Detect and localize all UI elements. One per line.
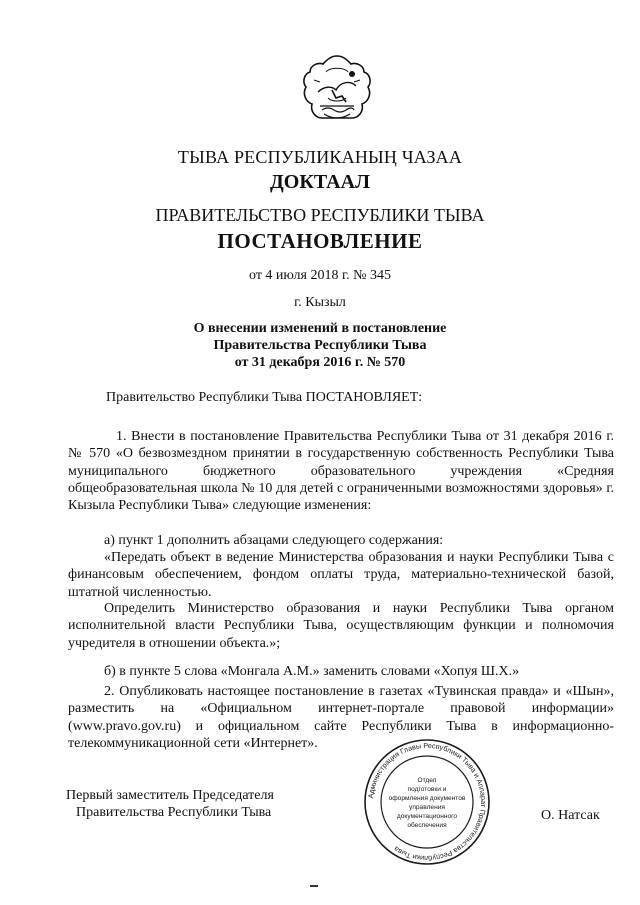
coat-of-arms-emblem [302, 52, 372, 128]
document-date-number: от 4 июля 2018 г. № 345 [249, 268, 391, 283]
body-paragraph: а) пункт 1 дополнить абзацами следующего содержания: [104, 533, 444, 548]
page-mark [310, 885, 318, 887]
government-heading: ПРАВИТЕЛЬСТВО РЕСПУБЛИКИ ТЫВА [155, 205, 485, 225]
stamp-center-text: подготовки и [407, 786, 447, 793]
tuvan-government-heading: ТЫВА РЕСПУБЛИКАНЫҢ ЧАЗАА [177, 147, 463, 167]
document-title-line: О внесении изменений в постановление [193, 321, 447, 336]
tuvan-document-type: ДОКТААЛ [270, 171, 370, 193]
signatory-position-line: Первый заместитель Председателя [66, 788, 274, 803]
stamp-center-text: оформления документов [388, 795, 466, 802]
signatory-position [66, 787, 274, 821]
signatory-name: О. Натсак [541, 808, 600, 823]
stamp-ring-text: Администрация Главы Республики Тыва и Аппарат Правительства Республики Тыва [366, 740, 489, 864]
signatory-position-line: Правительства Республики Тыва [76, 805, 272, 820]
body-paragraph: Определить Министерство образования и науки Республики Тыва органом исполнительной власти Республики Тыва, осуществляющим функции и полномочия учредителя в отношении объекта.»; [68, 601, 614, 651]
stamp-center-text: документационного [396, 813, 458, 820]
body-paragraph: б) в пункте 5 слова «Монгала А.М.» заменить словами «Хопуя Ш.Х.» [104, 664, 520, 679]
body-paragraph: «Передать объект в ведение Министерства образования и науки Республики Тыва с финансовым обеспечением, фондом оплаты труда, материально-технической базой, штатной численностью. [68, 550, 614, 600]
body-paragraph: 1. Внести в постановление Правительства Республики Тыва от 31 декабря 2016 г. № 570 «О безвозмездном принятии в государственную собственность Республики Тыва муниципального бюджетного образовательного учреждения «Средняя общеобразовательная школа № 10 для детей с ограниченными возможностями здоровья» г. Кызыла Республики Тыва» следующие изменения: [68, 429, 614, 514]
official-stamp [363, 738, 491, 866]
stamp-center-text: обеспечения [407, 822, 447, 829]
body-paragraph: 2. Опубликовать настоящее постановление в газетах «Тувинская правда» и «Шын», разместить на «Официальном интернет-портале правовой информации» (www.pravo.gov.ru) и официальном сайте Республики Тыва в информационно-телекоммуникационной сети «Интернет». [68, 684, 614, 751]
document-title-line: от 31 декабря 2016 г. № 570 [234, 355, 406, 370]
document-title-line: Правительства Республики Тыва [213, 338, 427, 353]
document-city: г. Кызыл [294, 295, 346, 310]
stamp-center-text: управления [409, 804, 445, 811]
document-type-heading: ПОСТАНОВЛЕНИЕ [217, 229, 423, 253]
stamp-center-text: Отдел [417, 777, 437, 784]
resolution-intro: Правительство Республики Тыва ПОСТАНОВЛЯЕТ: [106, 390, 423, 405]
